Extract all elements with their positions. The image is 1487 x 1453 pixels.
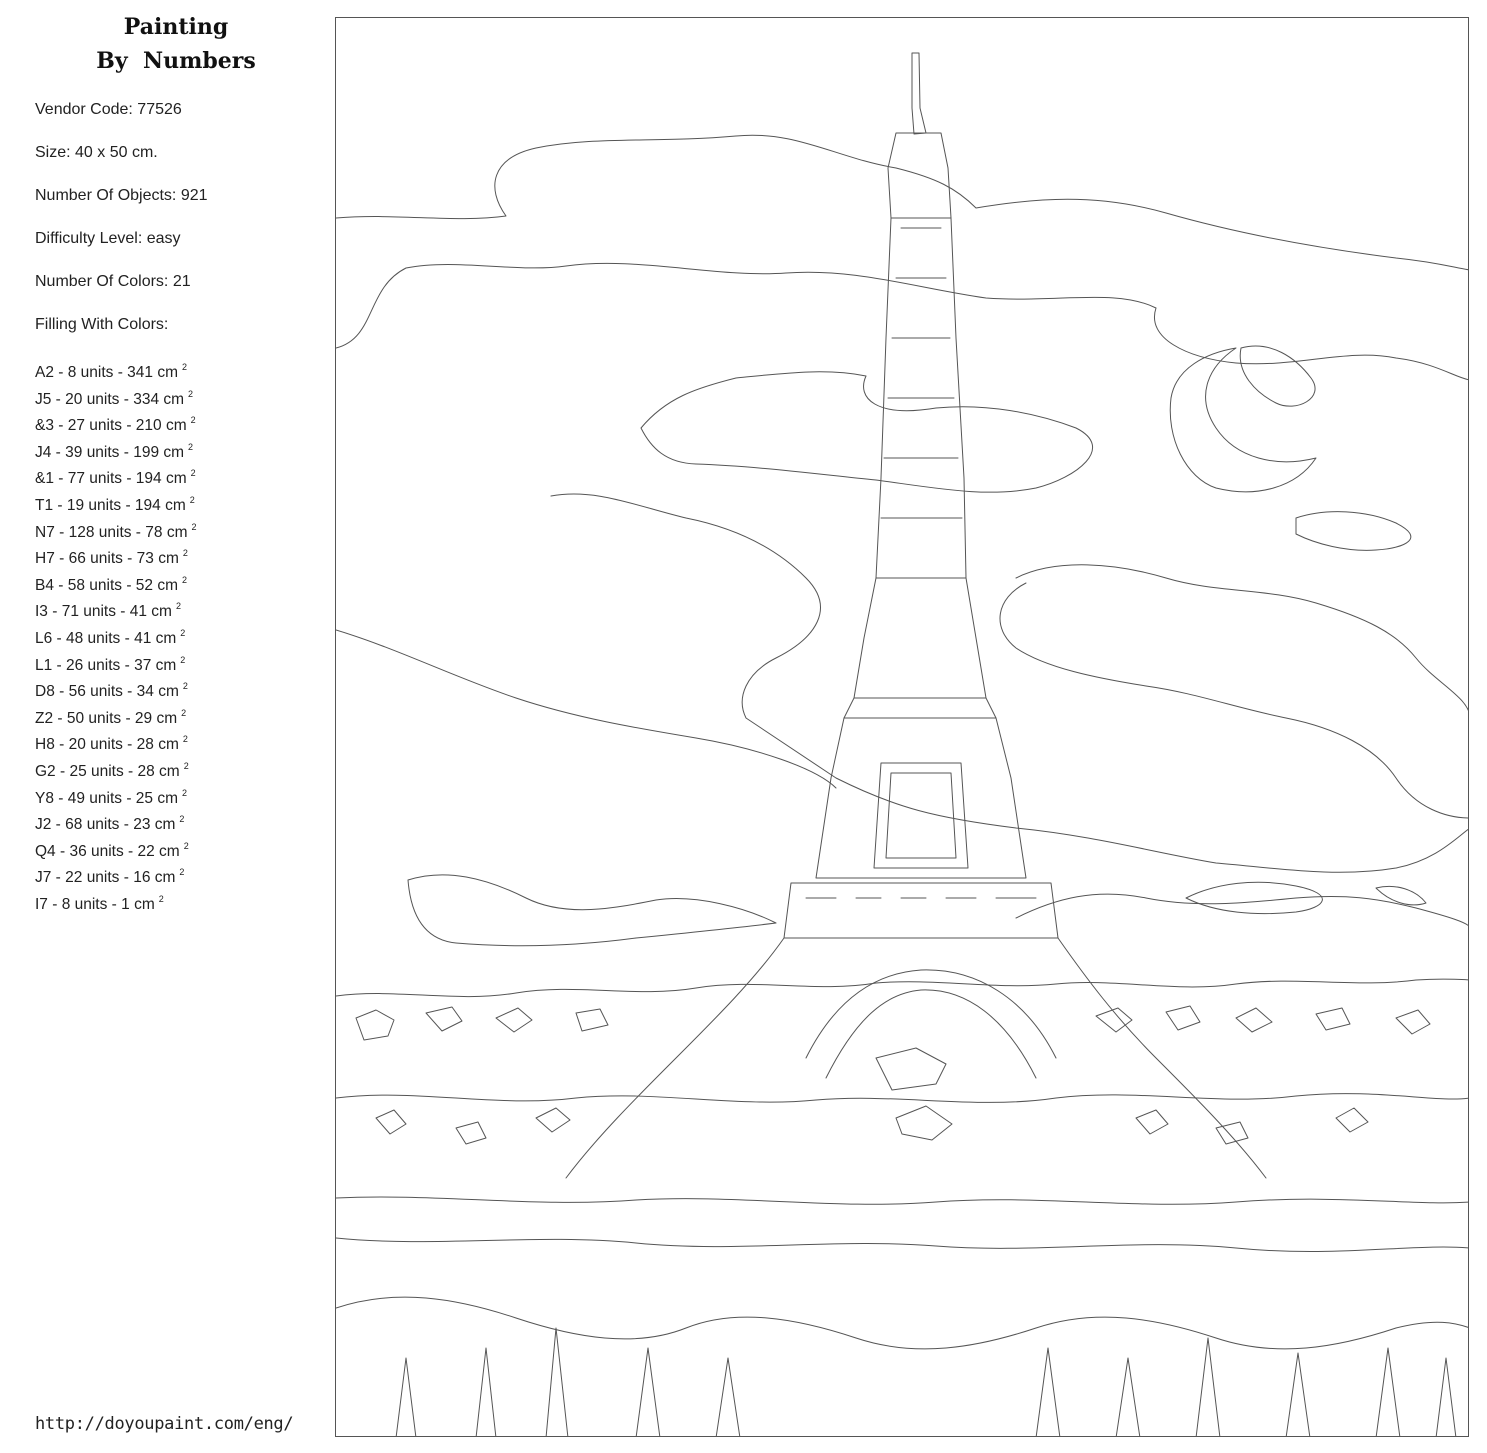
color-legend-text: L1 - 26 units - 37 cm (35, 656, 177, 674)
color-legend-unit-exponent: 2 (175, 601, 181, 612)
color-legend-unit-exponent: 2 (158, 893, 164, 904)
colors-count: Number Of Colors: 21 (35, 273, 191, 290)
color-legend-list (35, 357, 197, 915)
color-legend-text: I7 - 8 units - 1 cm (35, 895, 155, 913)
color-legend-unit-exponent: 2 (182, 548, 188, 559)
color-legend-item (35, 384, 197, 411)
vendor-code: Vendor Code: 77526 (35, 101, 182, 118)
color-legend-text: J2 - 68 units - 23 cm (35, 816, 176, 834)
color-legend-item (35, 703, 197, 730)
color-legend-unit-exponent: 2 (183, 840, 189, 851)
color-legend-unit-exponent: 2 (180, 654, 186, 665)
color-legend-text: D8 - 56 units - 34 cm (35, 683, 179, 701)
color-legend-unit-exponent: 2 (190, 468, 196, 479)
eiffel-tower-outline-drawing (336, 18, 1469, 1437)
color-legend-text: Q4 - 36 units - 22 cm (35, 842, 180, 860)
color-legend-unit-exponent: 2 (188, 388, 194, 399)
color-legend-item (35, 889, 197, 916)
color-legend-unit-exponent: 2 (181, 707, 187, 718)
color-legend-item (35, 650, 197, 677)
info-sidebar (0, 0, 320, 1453)
objects-count: Number Of Objects: 921 (35, 187, 208, 204)
color-legend-text: T1 - 19 units - 194 cm (35, 496, 186, 514)
color-legend-item (35, 756, 197, 783)
color-legend-item (35, 543, 197, 570)
color-legend-unit-exponent: 2 (179, 814, 185, 825)
color-legend-unit-exponent: 2 (182, 734, 188, 745)
color-legend-text: H8 - 20 units - 28 cm (35, 736, 179, 754)
color-legend-item (35, 783, 197, 810)
color-legend-text: J7 - 22 units - 16 cm (35, 869, 176, 887)
brand-title (0, 10, 352, 78)
color-legend-unit-exponent: 2 (189, 494, 195, 505)
color-legend-text: Z2 - 50 units - 29 cm (35, 709, 178, 727)
difficulty-level: Difficulty Level: easy (35, 230, 181, 247)
color-legend-item (35, 809, 197, 836)
color-legend-text: G2 - 25 units - 28 cm (35, 762, 180, 780)
color-legend-item (35, 463, 197, 490)
color-legend-item (35, 570, 197, 597)
color-legend-text: N7 - 128 units - 78 cm (35, 523, 188, 541)
color-legend-item (35, 676, 197, 703)
color-legend-item (35, 596, 197, 623)
color-legend-unit-exponent: 2 (183, 760, 189, 771)
color-legend-item (35, 410, 197, 437)
site-url-link[interactable]: http://doyoupaint.com/eng/ (35, 1414, 294, 1434)
color-legend-unit-exponent: 2 (182, 681, 188, 692)
color-legend-unit-exponent: 2 (191, 521, 197, 532)
color-legend-unit-exponent: 2 (182, 787, 188, 798)
color-legend-item (35, 836, 197, 863)
color-legend-text: A2 - 8 units - 341 cm (35, 364, 179, 381)
color-legend-unit-exponent: 2 (180, 627, 186, 638)
color-legend-unit-exponent: 2 (182, 362, 188, 372)
color-legend-text: &3 - 27 units - 210 cm (35, 417, 187, 435)
color-legend-text: B4 - 58 units - 52 cm (35, 576, 179, 594)
color-legend-item (35, 623, 197, 650)
color-legend-item (35, 357, 197, 384)
color-legend-item (35, 490, 197, 517)
color-legend-item (35, 437, 197, 464)
color-legend-text: H7 - 66 units - 73 cm (35, 550, 179, 568)
brand-title-line-1: Painting (123, 14, 229, 40)
color-legend-text: Y8 - 49 units - 25 cm (35, 789, 179, 807)
color-legend-text: L6 - 48 units - 41 cm (35, 629, 177, 647)
color-legend-unit-exponent: 2 (182, 574, 188, 585)
color-legend-unit-exponent: 2 (188, 441, 194, 452)
color-legend-item (35, 729, 197, 756)
color-legend-text: J4 - 39 units - 199 cm (35, 443, 185, 461)
color-legend-item (35, 862, 197, 889)
color-legend-text: I3 - 71 units - 41 cm (35, 603, 172, 621)
color-legend-item (35, 517, 197, 544)
color-legend-text: &1 - 77 units - 194 cm (35, 470, 187, 488)
brand-title-line-2: By Numbers (96, 48, 256, 74)
filling-heading: Filling With Colors: (35, 316, 169, 333)
color-legend-unit-exponent: 2 (179, 867, 185, 878)
color-legend-unit-exponent: 2 (190, 415, 196, 426)
color-legend-text: J5 - 20 units - 334 cm (35, 390, 185, 408)
coloring-canvas (335, 17, 1469, 1437)
canvas-size: Size: 40 x 50 cm. (35, 144, 158, 161)
